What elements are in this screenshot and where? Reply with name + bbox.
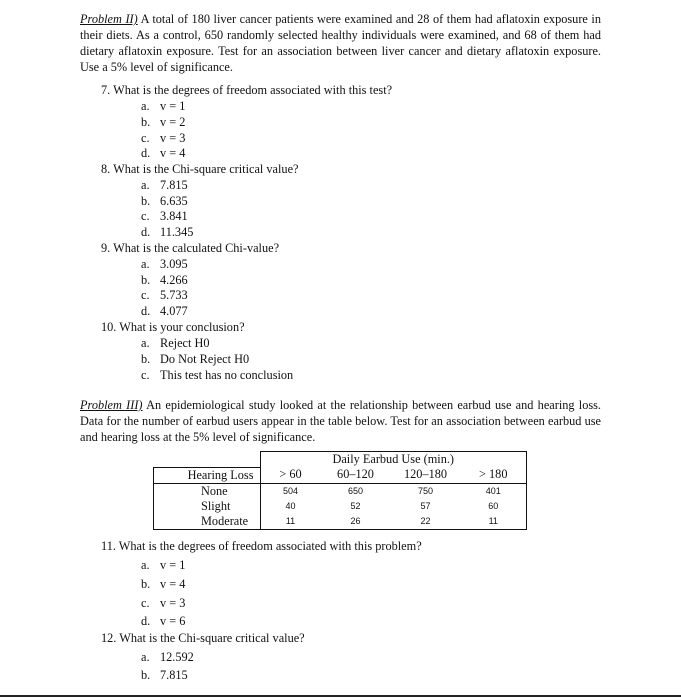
table-row [154, 499, 527, 514]
q8-option-c [141, 208, 188, 224]
q10-option-a [141, 335, 210, 351]
q11-option-c [141, 595, 185, 611]
q9-option-c [141, 287, 188, 303]
option-text: v = 4 [160, 577, 186, 591]
question-10 [101, 319, 245, 335]
question-12-number: 12. [101, 631, 117, 645]
table-row-header: Hearing Loss [154, 467, 261, 483]
option-text: 5.733 [160, 288, 188, 302]
question-12 [101, 630, 305, 646]
table-group-header: Daily Earbud Use (min.) [260, 452, 527, 468]
option-text: v = 1 [160, 99, 186, 113]
q7-option-d [141, 145, 185, 161]
question-7-number: 7. [101, 83, 111, 97]
option-letter: a. [141, 99, 150, 113]
option-letter: b. [141, 194, 151, 208]
table-cell: 22 [391, 514, 461, 530]
option-text: Do Not Reject H0 [160, 352, 250, 366]
option-letter: b. [141, 577, 151, 591]
q9-option-d [141, 303, 188, 319]
table-cell: 750 [417, 485, 434, 496]
option-letter: d. [141, 225, 151, 239]
table-group-header-row [154, 452, 527, 468]
option-text: 7.815 [160, 178, 188, 192]
option-letter: b. [141, 352, 151, 366]
question-10-number: 10. [101, 320, 117, 334]
option-letter: c. [141, 288, 150, 302]
option-text: v = 2 [160, 115, 186, 129]
q10-option-b [141, 351, 249, 367]
question-11 [101, 538, 422, 554]
table-column-header: > 180 [461, 467, 527, 483]
question-8 [101, 161, 299, 177]
option-text: 11.345 [160, 225, 194, 239]
q8-option-d [141, 224, 193, 240]
option-text: 4.266 [160, 273, 188, 287]
q10-option-c [141, 367, 293, 383]
question-9-number: 9. [101, 241, 111, 255]
option-letter: c. [141, 368, 150, 382]
table-cell: 11 [260, 514, 321, 530]
table-cell: 11 [461, 514, 527, 530]
page-bottom-divider [0, 695, 681, 697]
q12-option-a [141, 649, 194, 665]
table-column-header-row [154, 467, 527, 483]
earbud-hearing-table [153, 451, 527, 530]
option-text: This test has no conclusion [160, 368, 294, 382]
table-cell: 60 [461, 499, 527, 514]
option-letter: a. [141, 178, 150, 192]
option-letter: d. [141, 304, 151, 318]
option-letter: c. [141, 131, 150, 145]
q12-option-b [141, 667, 188, 683]
table-cell: 504 [260, 483, 321, 499]
option-text: 7.815 [160, 668, 188, 682]
q9-option-a [141, 256, 188, 272]
option-text: v = 6 [160, 614, 186, 628]
table-cell: 57 [420, 500, 431, 511]
table-row-label: None [154, 483, 261, 499]
q11-option-b [141, 576, 185, 592]
option-text: 3.095 [160, 257, 188, 271]
option-letter: b. [141, 668, 151, 682]
table-column-header: 60–120 [321, 467, 391, 483]
table-cell: 26 [321, 514, 391, 530]
option-text: 4.077 [160, 304, 188, 318]
question-7-text: What is the degrees of freedom associated with this test? [113, 83, 393, 97]
problem-2-tag: Problem II) [80, 12, 138, 26]
q8-option-b [141, 193, 188, 209]
q11-option-d [141, 613, 185, 629]
problem-3-tag: Problem III) [80, 398, 143, 412]
option-letter: b. [141, 273, 151, 287]
table-column-header: 120–180 [391, 467, 461, 483]
table-cell: 650 [347, 485, 364, 496]
option-letter: a. [141, 257, 150, 271]
problem-3-paragraph [80, 397, 601, 445]
question-11-number: 11. [101, 539, 116, 553]
table-corner-cell [154, 452, 261, 468]
q7-option-c [141, 130, 185, 146]
q7-option-a [141, 98, 185, 114]
option-letter: d. [141, 146, 151, 160]
table-cell: 52 [350, 500, 361, 511]
question-11-text: What is the degrees of freedom associated with this problem? [118, 539, 422, 553]
question-9-text: What is the calculated Chi-value? [113, 241, 280, 255]
table-cell: 401 [461, 483, 527, 499]
table-column-header: > 60 [260, 467, 321, 483]
question-9 [101, 240, 279, 256]
question-12-text: What is the Chi-square critical value? [119, 631, 305, 645]
option-text: v = 3 [160, 131, 186, 145]
q7-option-b [141, 114, 185, 130]
problem-3-text: An epidemiological study looked at the relationship between earbud use and hearing loss. Data for the number of earbud users appear in the table below. Test for an association between earbud use and hearing loss at the 5% level of significance. [80, 398, 601, 444]
option-text: v = 1 [160, 558, 186, 572]
q8-option-a [141, 177, 188, 193]
option-text: v = 4 [160, 146, 186, 160]
option-letter: a. [141, 336, 150, 350]
option-text: v = 3 [160, 596, 186, 610]
option-letter: a. [141, 558, 150, 572]
table-row [154, 514, 527, 530]
question-7 [101, 82, 392, 98]
question-10-text: What is your conclusion? [119, 320, 245, 334]
option-text: 6.635 [160, 194, 188, 208]
option-letter: c. [141, 596, 150, 610]
table-cell: 40 [260, 499, 321, 514]
option-text: 3.841 [160, 209, 188, 223]
option-letter: a. [141, 650, 150, 664]
problem-2-text: A total of 180 liver cancer patients were examined and 28 of them had aflatoxin exposure in their diets. As a control, 650 randomly selected healthy individuals were examined, and 68 of them had dietary aflatoxin exposure. Test for an association between liver cancer and dietary aflatoxin exposure. Use a 5% level of significance. [80, 12, 601, 74]
question-8-text: What is the Chi-square critical value? [113, 162, 299, 176]
option-letter: b. [141, 115, 151, 129]
question-8-number: 8. [101, 162, 111, 176]
table-row [154, 483, 527, 499]
q11-option-a [141, 557, 185, 573]
option-letter: c. [141, 209, 150, 223]
option-text: Reject H0 [160, 336, 210, 350]
table-row-label: Moderate [154, 514, 261, 530]
table-row-label: Slight [154, 499, 261, 514]
option-letter: d. [141, 614, 151, 628]
option-text: 12.592 [160, 650, 194, 664]
problem-2-paragraph [80, 11, 601, 75]
q9-option-b [141, 272, 188, 288]
